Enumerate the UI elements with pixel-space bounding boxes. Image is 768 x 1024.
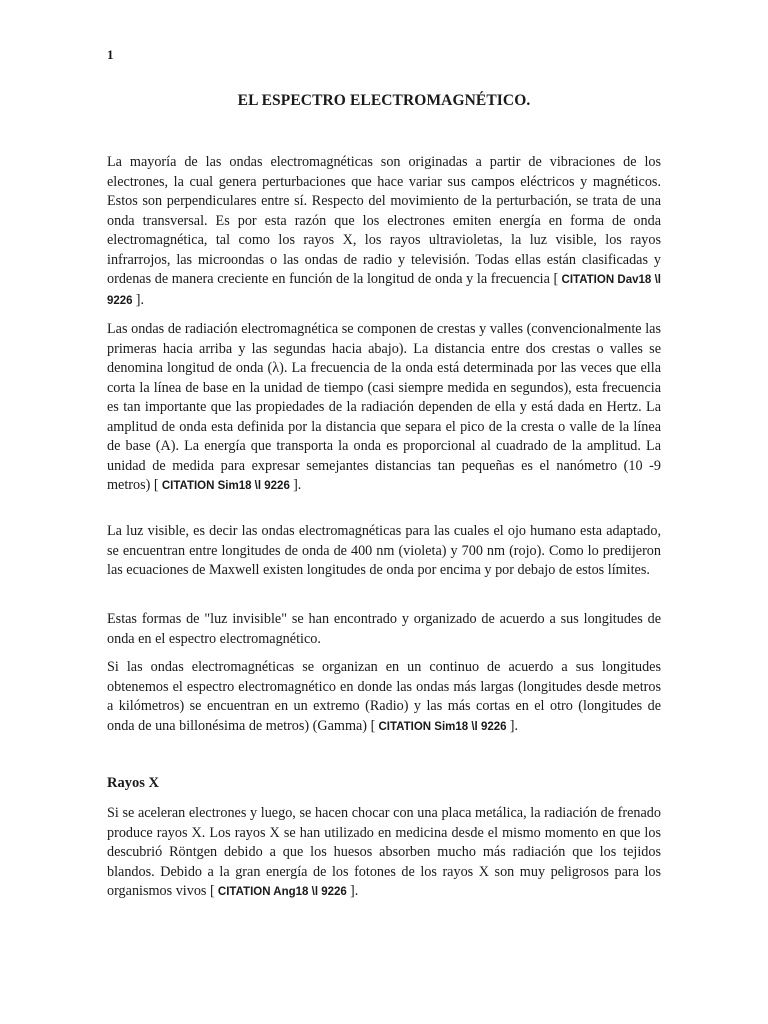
citation-end: ].: [135, 291, 145, 308]
citation-field: CITATION Ang18 \l 9226: [214, 886, 350, 898]
paragraph-text: Si se aceleran electrones y luego, se hacen chocar con una placa metálica, la radiación de frenado produce rayos X. Los rayos X se han utilizado en medicina desde el mismo momento en que los descubrió Röntgen debido a que los huesos absorben mucho más radiación que los tejidos blandos. Debido a la gran energía de los fotones de los rayos X son muy peligrosos para los organismos vivos [: [107, 805, 661, 899]
paragraph-text: La luz visible, es decir las ondas electromagnéticas para las cuales el ojo humano esta adaptado, se encuentran entre longitudes de onda de 400 nm (violeta) y 700 nm (rojo). Como lo predijeron las ecuaciones de Maxwell existen longitudes de onda por encima y por debajo de estos límites.: [107, 523, 661, 578]
citation-field: CITATION Sim18 \l 9226: [158, 480, 294, 492]
paragraph-spectrum: [107, 658, 661, 737]
paragraph-text: Estas formas de "luz invisible" se han encontrado y organizado de acuerdo a sus longitudes de onda en el espectro electromagnético.: [107, 611, 661, 647]
paragraph-intro: [107, 153, 661, 311]
page-number: 1: [107, 47, 114, 62]
paragraph-text: Si las ondas electromagnéticas se organizan en un continuo de acuerdo a sus longitudes obtenemos el espectro electromagnético en donde las ondas más largas (longitudes desde metros a kilómetros) se encuentran en un extremo (Radio) y las más cortas en el otro (longitudes de onda de una billonésima de metros) (Gamma) [: [107, 659, 661, 734]
citation-end: ].: [293, 477, 302, 493]
document-title: EL ESPECTRO ELECTROMAGNÉTICO.: [237, 92, 531, 109]
paragraph-text: Las ondas de radiación electromagnética se componen de crestas y valles (convencionalmente las primeras hacia arriba y las segundas hacia abajo). La distancia entre dos crestas o valles se denomina longitud de onda (λ). La frecuencia de la onda está determinada por las veces que ella corta la línea de base en la unidad de tiempo (casi siempre medida en segundos), esta frecuencia es tan importante que las propiedades de la radiación dependen de ella y está dada en Hertz. La amplitud de onda esta definida por la distancia que separa el pico de la cresta o valle de la línea de base (A). La energía que transporta la onda es proporcional al cuadrado de la amplitud. La unidad de medida para expresar semejantes distancias tan pequeñas es el nanómetro (10 -9 metros) [: [107, 321, 661, 493]
paragraph-visible-light: [107, 522, 661, 581]
citation-end: ].: [350, 883, 359, 899]
section-heading-rayos-x: Rayos X: [107, 775, 159, 791]
citation-field: CITATION Dav18 \l 9226: [107, 274, 661, 307]
citation-field: CITATION Sim18 \l 9226: [375, 720, 510, 733]
paragraph-text: La mayoría de las ondas electromagnéticas son originadas a partir de vibraciones de los electrones, la cual genera perturbaciones que hace variar sus campos eléctricos y magnéticos. Estos son perpendiculares entre sí. Respecto del movimiento de la perturbación, se trata de una onda transversal. Es por esta razón que los electrones emiten energía en forma de onda electromagnética, tal como los rayos X, los rayos ultravioletas, la luz visible, los rayos infrarrojos, las microondas o las ondas de radio y televisión. Todas ellas están clasificadas y ordenas de manera creciente en función de la longitud de onda y la frecuencia [: [107, 154, 661, 287]
paragraph-invisible-light: [107, 610, 661, 649]
paragraph-rayos-x: [107, 804, 661, 903]
paragraph-wave-properties: [107, 320, 661, 497]
citation-end: ].: [509, 717, 519, 734]
